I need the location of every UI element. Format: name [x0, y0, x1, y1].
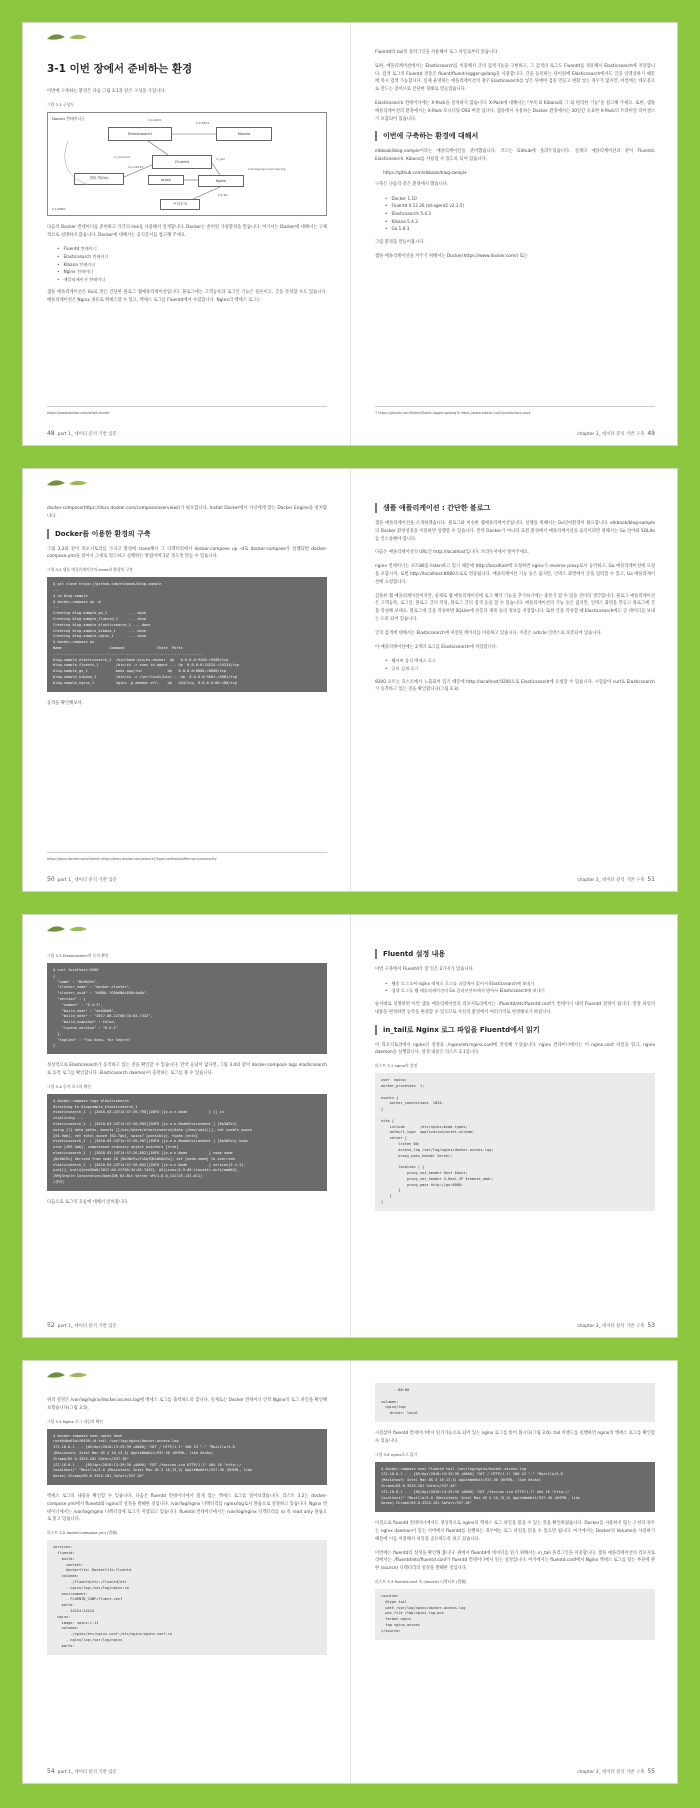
page-folio — [577, 430, 655, 437]
browser-box: 브라우저 — [160, 199, 200, 210]
diagram-title: Docker 컨테이너군 — [52, 115, 85, 121]
list-caption: 리스트 3.2 docker-compose.yml (발췌) — [47, 1530, 118, 1536]
diagram-label: in_tail — [216, 156, 225, 161]
kibana-box: Kibana — [216, 127, 272, 141]
page-folio — [47, 876, 117, 883]
running-head: chapter 3_ 데이터 분석 기반 구축 — [577, 878, 645, 883]
paragraph: 이번에는 fluentd의 설정을 확인해 봅니다. 위에서 fluentd에 데이터를 읽기 위해서는 in_tail 플러그인을 이용합니다. 샘플 애플리케이션의 리포지토리에서는 ./fluentd/etc/fluentd.conf가 fluentd 컨테이너에서 읽는 설정입니다. 여기에서는 fluentd.conf에서 Nginx 액세스 로그를 읽는 부분에 관한 (source) 디렉터리의 설정을 발췌한 것입니다. — [375, 1550, 655, 1572]
spread-pages-54-55 — [22, 1360, 678, 1784]
running-head: part 1_ 데이터 분석 기반 입문 — [57, 878, 117, 883]
diagram-label: tcp:24224 — [128, 164, 144, 169]
config-listing: services: fluentd: build: context: . dockerfile: Dockerfile-fluentd volumes: - ./fluentd/etc:/fluentd/etc - nginx/log:/var/log/nginx:ro environment: - FLUENTD_CONF=fluent.conf ports: - 24224:24224 nginx: image: nginx:1.11 volumes: - ./nginx/etc/nginx.conf:/etc/nginx/nginx.conf:ro - nginx/log:/var/log/nginx ports: — [47, 1540, 327, 1654]
paragraph: 구축은 다음의 같은 환경에서 했습니다. — [375, 181, 449, 187]
paragraph: 시험삼아 fluentd 컨테이너에서 읽기가능으로 되어 있는 nginx 로그를 읽어 봅시다(그림 3.6). tail 커맨드를 실행하면 nginx의 액세스 로그를 확인할 수 있습니다. — [375, 1430, 655, 1444]
list-item: • Elasticsearch 컨테이너 — [57, 253, 327, 261]
page-folio — [47, 1322, 117, 1329]
list-item: • 애플리케이션 컨테이너 — [57, 276, 327, 284]
leaf-ornament-icon — [45, 923, 105, 935]
paragraph: 다음으로 로그의 흐름에 대해서 알아봅니다. — [47, 1199, 129, 1205]
spread-pages-52-53 — [22, 914, 678, 1338]
sample-app-box: 샘플 앱(Go) — [74, 173, 124, 185]
fluentd-task-list — [385, 980, 655, 995]
fluentd-box: Fluentd — [152, 155, 212, 169]
page-number: 49 — [647, 430, 655, 437]
container-list — [57, 245, 327, 283]
page-number: 52 — [47, 1322, 55, 1329]
paragraph: 이번에 구축하는 환경은 다음 그림 3.1과 같은 구성을 가집니다. — [47, 89, 166, 94]
paragraph: 심플한 웹 애플리케이션이지만, 실제로 웹 애플리케이션에 로그 해석 기능을 추가하기에는 충분기 할 수 있을 것이라 생각합니다. 블로그 애플리케이션은 고객등록, 로그인, 블로그 글의 작성, 블로그 글의 검색 등을 할 수 있습니다. 애플리케이션의 기능 등은 없지만, 인덱스 화면을 만들고 블로그에 글을 작성해 보세요. 블로그에 글을 작성하면 SQLite에 본문과 제목 등의 정보를 저장합니다. 또한 글을 작성할 때 Elasticsearch에도 글 데이터를 보내는 도록 되어 있습니다. — [375, 593, 655, 622]
list-item: • 글의 검색 로그 — [385, 665, 655, 673]
list-item: • Fluentd 컨테이너 — [57, 245, 327, 253]
terminal-block: $ docker-compose exec fluentd tail /var/log/nginx/docker.access.log 172.18.0.1 - - [05/Apr/2018:13:29:39 +0000] "GET / HTTP/1.1" 200 23 "-" "Mozilla/5.0 (Macintosh; Intel Mac OS X 10_13_3) AppleWebKit/537.36 (KHTML, like Gecko) Chrome/65.0.3325.181 Safari/537.36" 172.18.0.1 - - [05/Apr/2018:13:29:39 +0000] "GET /favicon.ico HTTP/1.1" 404 18 "http:// localhost/" "Mozilla/5.0 (Macintosh; Intel Mac OS X 10_13_3) AppleWebKit/537.36 (KHTML, like Gecko) Chrome/65.0.3325.181 Safari/537.36" — [375, 1462, 655, 1513]
footnote: https://www.docker.com/what-docker — [47, 406, 327, 417]
paragraph: 동작을 확인해보자. — [47, 700, 83, 706]
diagram-label: /var/log/nginx/access.log — [248, 166, 286, 171]
page-54 — [23, 1361, 351, 1785]
paragraph: 이번 구축에서 Fluentd가 할 일은 2가지가 있습니다. — [375, 967, 475, 972]
page-folio — [577, 876, 655, 883]
page-folio — [47, 430, 117, 437]
paragraph: elkbook/blog-sample이라는 애플리케이션을 준비했습니다. 코드는 Github에 올려두었습니다. 실제의 애플리케이션과 같이 Fluentd, Elasticsearch, Kibana를 사용할 수 있도록 되어 있습니다. — [375, 149, 655, 163]
paragraph: 또한, 애플리케이션에서는 Elasticsearch를 이용해서 글의 검색기능을 구현하고, 그 검색의 로그도 Fluentd를 경유해서 Elasticsearch에 저장합니다. 검색 로그의 Fluentd 전송은 fluent/fluent-logger-golang을 사용합니다. 글을 등록하는 타이밍에 Elasticsearch에서도 글을 인덱싱하기 때문에 즉시 검색 가능합니다. 실제 운영하는 애플리케이션의 경우 Elasticsearch를 넣은 뒤에야 검증 만들고 변환 넣는 경우가 많지만, 이번에는 데모용으로 만드는 것이므로 간단한 형태로 만들었습니다. — [375, 63, 655, 93]
diagram-label: tcp:8080 — [52, 206, 66, 211]
paragraph: 샘플 애플리케이션은 Go로 만든 간단한 블로그 웹애플리케이션입니다. 블로그에는 고객등록과 로그인 기능은 물론이고, 글을 작성할 수도 있습니다. 애플리케이션은 Nginx 경유로 액세스할 수 있고, 액세스 로그를 Fluentd에서 수집합니다. Nginx의 액세스 로그는 — [47, 290, 327, 304]
paragraph: 정상적으로 Elasticsearch가 동작하고 있는 것을 확인할 수 있습니다. 만약 응답이 없다면, 그림 3.4와 같이 docker-compose logs elasticsearch로 동작 로그를 확인합니다. Elasticsearch daemon이 출력하는 로그를 볼 수 있습니다. — [47, 1063, 327, 1076]
paragraph: 이것으로 fluentd 컨테이너에서도 정상적으로 nginx의 액세스 로그 파일을 읽을 수 있는 것을 확인하였습니다. Docker를 사용하지 않는 구성의 경우는 nginx daemon이 있는 서버에서 fluentd를 실행하는 경우에는 로그 파일을 읽을 수 있으면 됩니다. 여기에서는 Docker의 Volume을 사용하기 때문에 이를 이용해서 파일을 공유하도록 하고 있습니다. — [375, 1521, 655, 1542]
page-55 — [351, 1361, 679, 1785]
paragraph: 이 애플리케이션에는 2개의 로그를 Elasticsearch에 저장합니다. — [375, 644, 498, 650]
page-number: 53 — [647, 1322, 655, 1329]
paragraph: 샘플 애플리케이션을 켜주기 위해서는 Docker(https://www.docker.com/) 또는 — [375, 253, 528, 259]
log-list — [385, 657, 655, 672]
paragraph: 그럼 환경을 만들어봅시다. — [375, 239, 425, 245]
paragraph: 다음의 Docker 컨테이너를 준비하고 각각의 link를 사용해서 연계합니다. Docker는 준비된 가상환경을 만듭니다. 여기서는 Docker에 대해서는 구체적으로 설명하지 않습니다. Docker에 대해서는 공식문서를 참고해 주세요. — [47, 224, 327, 238]
paragraph: 액세스 로그의 내용을 확인할 수 있습니다. 다음은 fluentd 컨테이너에서 읽게 있는 액세스 로그를 읽어보겠습니다. 리스트 3.2는 docker-compose.yml에서 fluentd와 nginx의 설정을 발췌한 것입니다. /var/log/nginx 디렉터리를 nginx/log로서 볼륨으로 설정하고 있습니다. Nginx 컨테이너에서는 /var/log/nginx 디렉터리에 로그가 저장되고 있습니다. fluentd 컨테이너에서는 /var/log/nginx 디렉터리를 ro 즉 read only 볼륨으로 읽고 있습니다. — [47, 1493, 327, 1523]
elasticsearch-box: Elasticsearch — [108, 127, 172, 141]
running-head: chapter 3_ 데이터 분석 기반 구축 — [577, 1324, 645, 1329]
repo-url: https://github.com/elkbook/blog-sample — [383, 169, 467, 175]
list-caption: 리스트 3.3 fluentd.conf 속 (source) 디렉티브 (발췌) — [375, 1578, 467, 1584]
page-50 — [23, 469, 351, 893]
diagram-connectors — [48, 113, 328, 217]
figure-caption: 그림 3.3 Elasticsearch의 동작 확인 — [47, 953, 109, 958]
footnote: 7 https://github.com/fluent/fluent-logger-golang 8 https://www.elastic.co/kr/products/x-pack — [375, 406, 655, 417]
page-number: 51 — [647, 876, 655, 883]
paragraph: 샘플 애플리케이션을 소개하겠습니다. 블로그와 비슷한 웹애플리케이션입니다. 실행을 위해서는 Go언어환경이 필요합니다. elkbook/blog-sample의 Docker 환경설정을 이용하면 실행할 수 있습니다. 만약 Docker가 아니라 로컬 환경에서 애플리케이션을 움직이려면 위해서는 Go 언어와 SQLite를 인스톨해야 합니다. — [375, 521, 655, 542]
figure-caption: 그림 3.6 nginx로그 읽기 — [375, 1451, 418, 1457]
paragraph: nginx 컨테이너는 포트80을 listen하고 있기 때문에 http://localhost에 요청하면 nginx가 reverse proxy로서 동작하고, Go 애플리케이션에 요청을 포함시켜, 로컬 http://localhost:8080으로로 전송됩니다. 애플리케이션 기능 등은 없지만, 인덱스 화면에서 글을 입력할 수 있고, Go 애플리케이션에 요청합니다. — [375, 564, 655, 585]
page-number: 54 — [47, 1768, 55, 1775]
page-folio — [577, 1768, 655, 1775]
list-item: • Nginx 컨테이너 — [57, 268, 327, 276]
leaf-ornament-icon — [45, 31, 105, 43]
section-title: 3-1 이번 장에서 준비하는 환경 — [47, 63, 193, 75]
list-item: • 웹종 로그로써 nginx 액세스 로그를 파일에서 읽어서 Elasticsearch에 보내기 — [385, 980, 655, 988]
running-head: part 1_ 데이터 분석 기반 입문 — [57, 432, 117, 437]
list-item: • Go 1.8.3 — [385, 225, 655, 233]
diagram-label: tcp:5601 — [196, 120, 210, 125]
figure-caption: 그림 3-1 구성도 — [47, 101, 74, 107]
nginx-box: Nginx — [198, 175, 244, 187]
diagram-label: tcp:9200 — [148, 117, 162, 122]
page-number: 50 — [47, 876, 55, 883]
page-number: 55 — [647, 1768, 655, 1775]
page-folio — [47, 1768, 117, 1775]
version-list — [385, 195, 655, 233]
footnote: https://docs.docker.com/install/ https://docs.docker.com/search/?type=edition&offering=community — [47, 852, 327, 863]
page-52 — [23, 915, 351, 1339]
paragraph: Elasticsearch 컨테이너에는 X-Pack을 설치하지 않습니다. X-Pack에 대해서는 "부록 D Kibana와 그 외 편리한 기능"을 참고해 주세요. 또한, 샘플 애플리케이션의 환경에서는 X-Pack 모니터링 OSS 버전 입니다. 샘플에서 사용하는 Docker 환경에서는 30일간 유효한 X-Pack의 트라이얼 라이센스가 포함되어 있습니다. — [375, 100, 655, 122]
terminal-block: $ git clone https://github.com/elkbook/blog-sample ... $ cd blog-sample $ docker-compose up -d ... Creating blog-sample_go_1 ... done Creating blog-sample_fluentd_1 ... done Creating blog-sample_elasticsearch_1 ... done Creating blog-sample_kibana_1 ... done Creating blog-sample_nginx_1 ... done $ docker-compose ps Name Command State Ports --------------------------------------------------------------------- blog-sample_elasticsearch_1 /bin/bash bin/es-docker Up 0.0.0.0:9200->9200/tcp blog-sample_fluentd_1 /bin/sh -c exec td-agent ... Up 0.0.0.0:24224->24224/tcp blog-sample_go_1 make app/run Up 0.0.0.0:8080->8080/tcp blog-sample_kibana_1 /bin/sh -c /usr/local/bin/... Up 0.0.0.0:5601->5601/tcp blog-sample_nginx_1 nginx -g daemon off; Up 443/tcp, 0.0.0.0:80->80/tcp — [47, 577, 327, 691]
page-48 — [23, 23, 351, 447]
page-folio — [577, 1322, 655, 1329]
paragraph: 다음은 애플리케이션의 URL인 http://localhost입니다. 브라우저에서 열어주세요. — [375, 550, 530, 556]
paragraph: 위의 설정은 /var/log/nginx/docker.access.log에 액세스 로그를 출력하도록 합니다. 실제로는 Docker 컨테이너 안의 Nginx의 로그 파일을 확인해 보겠습니다(그림 3.5). — [47, 1398, 327, 1411]
paragraph: 그림 3.2와 같이 리포지토리를 가지고 환경에 clone해서 그 디렉터리에서 docker-compose up -d로 docker-compose가 실행되면 docker-compose.yml을 읽어서 그대로 빌드하고 실행하는 방법이며 1분 정도면 만들 수 있습니다. — [47, 546, 327, 560]
paragraph: 글의 검색에 대해서는 Elasticsearch에 저장된 데이터를 이용하고 있습니다. 이것은 article 인덱스로 보존되어 있습니다. — [375, 630, 602, 636]
config-listing: user nginx; worker_processes 1; events { worker_connections 1024; } http { include /etc/nginx/mime.types; default_type application/octet-stream; server { listen 80; access_log /var/log/nginx/docker.access.log; proxy_pass_header Server; location / { proxy_set_header Host $host; proxy_set_header X-Real-IP $remote_addr; proxy_pass http://go:8080; } } } — [375, 1073, 655, 1211]
subsection-title: in_tail로 Nginx 로그 파일을 Fluentd에서 읽기 — [375, 1025, 655, 1035]
list-item: • 웹서버 음식 액세스 로그 — [385, 657, 655, 665]
list-item: • Elasticsearch 5.4.3 — [385, 210, 655, 218]
subsection-title: Docker를 이용한 환경의 구축 — [47, 529, 327, 539]
spread-pages-48-49 — [22, 22, 678, 446]
diagram-label: in_forward — [114, 154, 130, 159]
page-number: 48 — [47, 430, 55, 437]
list-caption: 리스트 3.1 nginx의 설정 — [375, 1063, 418, 1069]
figure-caption: 그림 3.5 Nginx 로그 파일의 확인 — [47, 1418, 104, 1424]
terminal-block: $ docker-compose logs elasticsearch Attaching to blogsample_elasticsearch_1 elasticsearch_1 | [2018-03-24T14:57:26,798][INFO ][o.e.n.Node ] [] in itializing ... elasticsearch_1 | [2018-03-24T14:57:26,983][INFO ][o.e.e.NodeEnvironment ] [Bo3W2Vv] using [1] data paths, mounts [[/usr/share/elasticsearch/data (/dev/sda1)]], net usable_space [54.9gb], net total_space [62.7gb], spins? [possibly], types [ext4] elasticsearch_1 | [2018-03-24T14:57:26,987][INFO ][o.e.e.NodeEnvironment ] [Bo3W2Vv] heap size [495.3mb], compressed ordinary object pointers [true] elasticsearch_1 | [2018-03-24T14:57:26,802][INFO ][o.e.n.Node ] node name [Bo3W2Vv] derived from node ID [Bo3W2VvcTsSqTQK1bkQhCw]; set [node.name] to override elasticsearch_1 | [2018-03-24T14:57:26,802][INFO ][o.e.n.Node ] version[5.4.3], pid[1], build[eed30a8/2017-06-22T00:34:03.743Z], OS[Linux/4.9.60-linuxkit-aufs/amd64], JVM[Oracle Corporation/OpenJDK 64-Bit Server VM/1.8.0_131/25.131-b11] (생략) — [47, 1094, 327, 1191]
terminal-block: $ docker-compose exec nginx bash root@4ba63a1f6936:/# tail /var/log/nginx/docker.access.log 172.18.0.1 - - [05/Apr/2018:13:29:39 +0000] "GET / HTTP/1.1" 200 23 "-" "Mozilla/5.0 (Macintosh; Intel Mac OS X 10_13_3) AppleWebKit/537.36 (KHTML, like Gecko) Chrome/65.0.3325.181 Safari/537.36" 172.18.0.1 - - [05/Apr/2018:13:29:39 +0000] "GET /favicon.ico HTTP/1.1" 404 18 "http:// localhost/" "Mozilla/5.0 (Macintosh; Intel Mac OS X 10_13_3) AppleWebKit/537.36 (KHTML, like Gecko) Chrome/65.0.3325.181 Safari/537.36" — [47, 1429, 327, 1485]
figure-caption: 그림 3-4 동작 로그의 확인 — [47, 1083, 92, 1089]
subsection-title: 샘플 애플리케이션 : 간단한 블로그 — [375, 503, 655, 513]
paragraph: 순서대로 설명하면 이번 샘플 애플리케이션의 리포지토리에서는 ./fluentd/etc/fluentd.conf가 컨테이너 내의 Fluentd 설정이 됩니다. 설정 파일의 내용을 변경하면 동작을 변경할 수 있으므로 자신의 환경에서 여러가지로 변경해보기 바랍니다. — [375, 1001, 655, 1015]
diagram-label: tcp:80 — [218, 192, 228, 197]
running-head: chapter 3_ 데이터 분석 기반 구축 — [577, 432, 645, 437]
proxy-box: proxy — [148, 175, 184, 185]
list-item: • Fluentd 0.12.26 (td-agent2 v2.3.5) — [385, 202, 655, 210]
running-head: part 1_ 데이터 분석 기반 입문 — [57, 1324, 117, 1329]
spread-pages-50-51 — [22, 468, 678, 892]
running-head: part 1_ 데이터 분석 기반 입문 — [57, 1770, 117, 1775]
architecture-diagram — [47, 112, 327, 216]
running-head: chapter 3_ 데이터 분석 기반 구축 — [577, 1770, 645, 1775]
leaf-ornament-icon — [45, 1369, 105, 1381]
list-item: • Kibana 5.4.3 — [385, 218, 655, 226]
paragraph: 이 리포지토리에서 nginx의 설정을 ./nginx/etc/nginx.conf에 작성해 두었습니다. nginx 컨테이너에서는 이 nginx.conf 파일을 읽고, nginx daemon을 실행합니다. 설정 내용은 리스트 3.1입니다. — [375, 1042, 655, 1056]
list-item: • Docker 1.10 — [385, 195, 655, 203]
page-53 — [351, 915, 679, 1339]
config-listing: <source> @type tail path /var/log/nginx/docker.access.log pos_file /tmp/nginx.log.pos format nginx tag nginx.access </source> — [375, 1589, 655, 1640]
leaf-ornament-icon — [45, 477, 105, 489]
terminal-block: $ curl localhost:9200 { "name" : "Bo3W2Vv", "cluster_name" : "docker-cluster", "cluster_uuid" : "hHBOL-fG6h6NOiEKQc4xNw", "version" : { "number" : "5.4.3", "build_hash" : "eed30a8", "build_date" : "2017-06-22T00:34:03.743Z", "build_snapshot" : false, "lucene_version" : "6.5.1" }, "tagline" : "You Know, for Search" } — [47, 963, 327, 1054]
page-51 — [351, 469, 679, 893]
paragraph: Fluentd의 tail의 플러그인을 사용해서 로그 파일로부터 읽습니다. — [375, 50, 499, 55]
list-item: • Kibana 컨테이너 — [57, 261, 327, 269]
page-49 — [351, 23, 679, 447]
paragraph: docker-compose(https://docs.docker.com/compose/overview/)가 필요합니다. Install Docker에서 자신에게 맞는 Docker Engine을 설치합니다. — [47, 506, 327, 519]
figure-caption: 그림 3.2 샘플 애플리케이션의 clone과 환경의 구축 — [47, 567, 133, 573]
config-listing: - 80:80 volumes: nginx/log: driver: local — [375, 1383, 655, 1422]
subsection-title: Fluentd 설정 내용 — [375, 949, 655, 959]
list-item: • 검색 로그를 웹 애플리케이션의 Go 클라이언트에서 받아서 Elasticsearch에 보내기 — [385, 987, 655, 995]
paragraph: 9200 포트는 호스트에서 노출되어 있기 때문에 http://localhost:9200으로 Elasticsearch에 요청할 수 있습니다. 시험삼아 curl로 Elasticsearch가 동작하고 있는 것을 확인합니다(그림 3.3). — [375, 679, 655, 693]
subsection-title: 이번에 구축하는 환경에 대해서 — [375, 131, 655, 141]
